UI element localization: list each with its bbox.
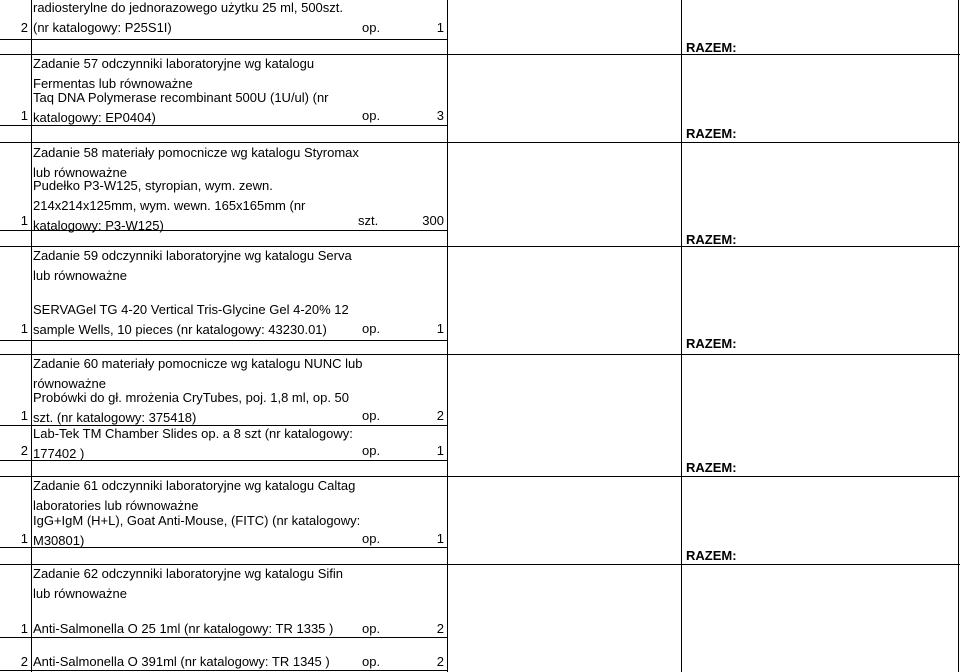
item-description: Anti-Salmonella O 25 1ml (nr katalogowy: TR 1335 ) (33, 621, 334, 636)
task-header: Zadanie 59 odczynniki laboratoryjne wg katalogu Serva lub równoważne (33, 248, 352, 283)
item-number: 1 (20, 408, 28, 423)
col-border-left (31, 0, 32, 672)
razem-label: RAZEM: (686, 126, 737, 141)
item-description: Lab-Tek TM Chamber Slides op. a 8 szt (nr katalogowy: 177402 ) (33, 426, 353, 461)
item-quantity: 1 (436, 20, 444, 35)
razem-label: RAZEM: (686, 336, 737, 351)
row-border (0, 39, 447, 40)
item-description: Taq DNA Polymerase recombinant 500U (1U/ul) (nr katalogowy: EP0404) (33, 90, 329, 125)
item-unit: op. (362, 20, 381, 35)
item-description: Anti-Salmonella O 391ml (nr katalogowy: TR 1345 ) (33, 654, 330, 669)
item-number: 2 (20, 443, 28, 458)
razem-label: RAZEM: (686, 460, 737, 475)
item-unit: op. (362, 321, 381, 336)
item-quantity: 2 (436, 621, 444, 636)
task-header: Zadanie 62 odczynniki laboratoryjne wg katalogu Sifin lub równoważne (33, 566, 344, 601)
item-number: 2 (20, 20, 28, 35)
item-unit: op. (362, 531, 381, 546)
task-header: Zadanie 57 odczynniki laboratoryjne wg katalogu Fermentas lub równoważne (33, 56, 315, 91)
item-quantity: 1 (436, 443, 444, 458)
razem-label: RAZEM: (686, 40, 737, 55)
razem-label: RAZEM: (686, 232, 737, 247)
item-quantity: 2 (436, 408, 444, 423)
item-unit: op. (362, 408, 381, 423)
task-header: Zadanie 61 odczynniki laboratoryjne wg katalogu Caltag laboratories lub równoważne (33, 478, 356, 513)
item-description: Pudełko P3-W125, styropian, wym. zewn. 214x214x125mm, wym. wewn. 165x165mm (nr katalogowy: P3-W125) (33, 178, 306, 233)
item-quantity: 2 (436, 654, 444, 669)
item-quantity: 1 (436, 321, 444, 336)
item-unit: op. (362, 621, 381, 636)
item-description: SERVAGel TG 4-20 Vertical Tris-Glycine Gel 4-20% 12 sample Wells, 10 pieces (nr katalogowy: 43230.01) (33, 302, 349, 337)
col-border-desc (447, 0, 448, 672)
item-number: 2 (20, 654, 28, 669)
item-unit: op. (362, 108, 381, 123)
item-description: Probówki do gł. mrożenia CryTubes, poj. 1,8 ml, op. 50 szt. (nr katalogowy: 375418) (33, 390, 349, 425)
razem-label: RAZEM: (686, 548, 737, 563)
item-number: 1 (20, 621, 28, 636)
item-unit: op. (362, 443, 381, 458)
task-header: Zadanie 60 materiały pomocnicze wg katalogu NUNC lub równoważne (33, 356, 363, 391)
item-unit: szt. (358, 213, 379, 228)
item-quantity: 300 (422, 213, 444, 228)
item-number: 1 (20, 531, 28, 546)
item-number: 1 (20, 108, 28, 123)
item-unit: op. (362, 654, 381, 669)
item-quantity: 3 (436, 108, 444, 123)
item-quantity: 1 (436, 531, 444, 546)
col-border-right (958, 0, 959, 672)
item-number: 1 (20, 213, 28, 228)
row-border (0, 340, 447, 341)
item-description: radiosterylne do jednorazowego użytku 25 ml, 500szt. (nr katalogowy: P25S1I) (33, 0, 344, 35)
task-header: Zadanie 58 materiały pomocnicze wg katalogu Styromax lub równoważne (33, 145, 359, 180)
col-border-razem (681, 0, 682, 672)
item-description: IgG+IgM (H+L), Goat Anti-Mouse, (FITC) (nr katalogowy: M30801) (33, 513, 361, 548)
item-number: 1 (20, 321, 28, 336)
